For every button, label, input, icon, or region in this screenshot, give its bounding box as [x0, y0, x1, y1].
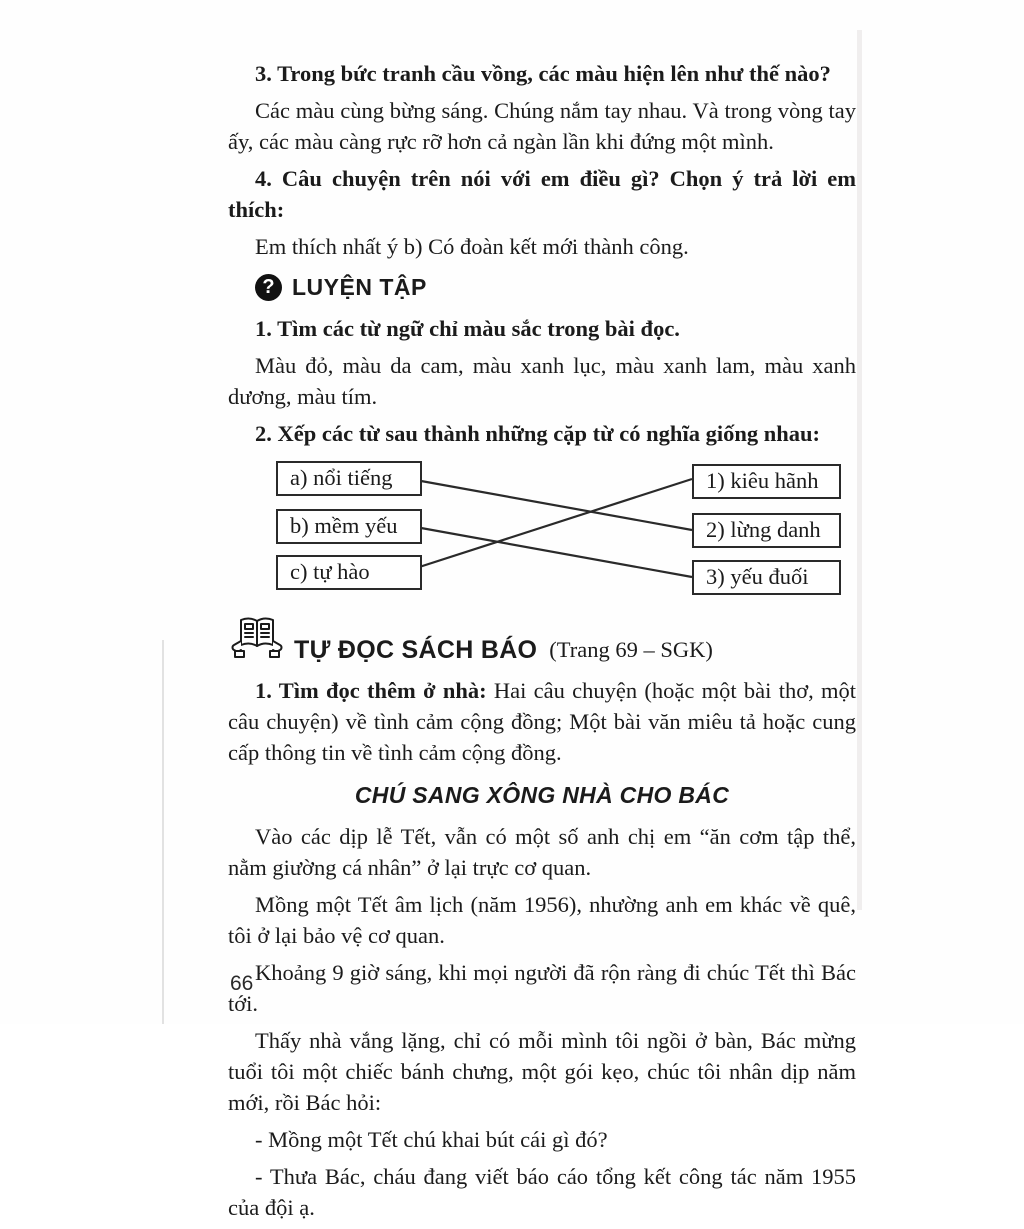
home-reading-task-text: Hai câu chuyện (hoặc một bài thơ, một câu chuyện) về tình cảm cộng đồng; Một bài văn miêu tả hoặc cung cấp thông tin về tình cảm cộng đồng. [228, 678, 856, 765]
section-tu-doc-sach-bao [228, 615, 856, 667]
home-reading-task [228, 675, 856, 768]
answer-4: Em thích nhất ý b) Có đoàn kết mới thành công. [255, 234, 689, 259]
section-luyen-tap [255, 272, 856, 303]
answer-3: Các màu cùng bừng sáng. Chúng nắm tay nhau. Và trong vòng tay ấy, các màu càng rực rỡ hơn cả ngàn lần khi đứng một mình. [228, 98, 856, 154]
match-line-c-1 [410, 479, 692, 570]
scan-edge-right [857, 30, 862, 910]
section-tu-doc-title: TỰ ĐỌC SÁCH BÁO [294, 636, 538, 664]
match-line-b-3 [410, 526, 692, 577]
match-box-1: 1) kiêu hãnh [692, 464, 841, 499]
match-box-3: 3) yếu đuối [692, 560, 841, 595]
section-luyen-tap-title: LUYỆN TẬP [292, 274, 427, 300]
story-dialogue-2: - Thưa Bác, cháu đang viết báo cáo tổng kết công tác năm 1955 của đội ạ. [228, 1164, 856, 1220]
match-box-2: 2) lừng danh [692, 513, 841, 548]
exercise-1-question: 1. Tìm các từ ngữ chỉ màu sắc trong bài đọc. [255, 316, 680, 341]
story-dialogue-1: - Mồng một Tết chú khai bút cái gì đó? [255, 1127, 608, 1152]
exercise-1-answer: Màu đỏ, màu da cam, màu xanh lục, màu xanh lam, màu xanh dương, màu tím. [228, 353, 856, 409]
page-number: 66 [230, 972, 254, 995]
exercise-2-question: 2. Xếp các từ sau thành những cặp từ có nghĩa giống nhau: [255, 421, 820, 446]
story-paragraph-4: Thấy nhà vắng lặng, chỉ có mỗi mình tôi ngồi ở bàn, Bác mừng tuổi tôi một chiếc bánh chưng, một gói kẹo, chúc tôi nhân dịp năm mới, rồi Bác hỏi: [228, 1028, 856, 1115]
book-in-hands-icon [228, 615, 286, 667]
story-paragraph-2: Mồng một Tết âm lịch (năm 1956), nhường anh em khác về quê, tôi ở lại bảo vệ cơ quan. [228, 892, 856, 948]
match-box-a: a) nổi tiếng [276, 461, 422, 496]
match-box-b: b) mềm yếu [276, 509, 422, 544]
story-title: CHÚ SANG XÔNG NHÀ CHO BÁC [354, 782, 730, 808]
story-paragraph-3: Khoảng 9 giờ sáng, khi mọi người đã rộn ràng đi chúc Tết thì Bác tới. [228, 960, 856, 1016]
section-tu-doc-subtitle: (Trang 69 – SGK) [549, 637, 713, 662]
matching-exercise [228, 459, 856, 601]
question-4: 4. Câu chuyện trên nói với em điều gì? Chọn ý trả lời em thích: [228, 166, 856, 222]
story-paragraph-1: Vào các dịp lễ Tết, vẫn có một số anh chị em “ăn cơm tập thể, nằm giường cá nhân” ở lại trực cơ quan. [228, 824, 856, 880]
scan-edge-left [162, 640, 164, 1024]
question-3: 3. Trong bức tranh cầu vồng, các màu hiện lên như thế nào? [255, 61, 831, 86]
home-reading-task-label: 1. Tìm đọc thêm ở nhà: [255, 678, 487, 703]
page-content [228, 58, 856, 1229]
question-mark-icon: ? [255, 274, 282, 301]
match-box-c: c) tự hào [276, 555, 422, 590]
match-line-a-2 [410, 479, 692, 530]
